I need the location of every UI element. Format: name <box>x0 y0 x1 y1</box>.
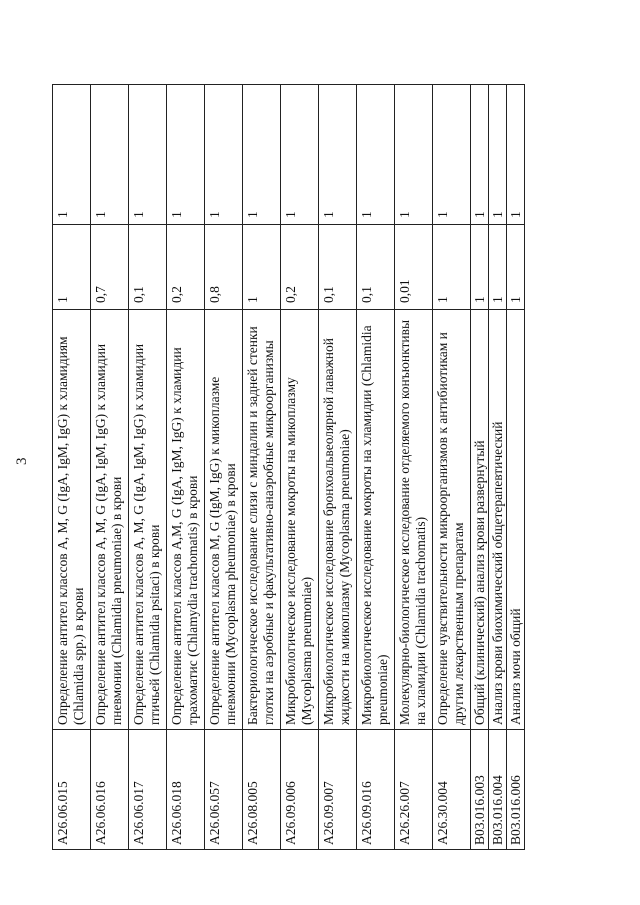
frequency-value: 0,2 <box>281 225 319 310</box>
service-code: A26.06.017 <box>129 730 167 850</box>
service-name: Микробиологическое исследование бронхоальвеолярной лаважной жидкости на микоплазму (Mycoplasma pneumoniae) <box>319 310 357 730</box>
table-row <box>129 85 167 850</box>
multiplicity-value: 1 <box>53 85 91 225</box>
table-row <box>281 85 319 850</box>
table-row <box>167 85 205 850</box>
table-row <box>433 85 471 850</box>
service-code: A26.06.057 <box>205 730 243 850</box>
service-name: Молекулярно-биологическое исследование отделяемого конъюнктивы на хламидии (Chlamidia trachomatis) <box>395 310 433 730</box>
frequency-value: 0,2 <box>167 225 205 310</box>
multiplicity-value: 1 <box>243 85 281 225</box>
service-name: Определение антител классов A, M, G (IgA, IgM, IgG) к хламидии птичьей (Chlamidia psitaci) в крови <box>129 310 167 730</box>
table-row <box>205 85 243 850</box>
multiplicity-value: 1 <box>319 85 357 225</box>
service-name: Анализ крови биохимический общетерапевтический <box>489 310 507 730</box>
service-name: Определение антител классов A,M, G (IgA, IgM, IgG) к хламидии трахоматис (Chlamydia trachomatis) в крови <box>167 310 205 730</box>
multiplicity-value: 1 <box>281 85 319 225</box>
table-row <box>507 85 525 850</box>
multiplicity-value: 1 <box>395 85 433 225</box>
frequency-value: 0,01 <box>395 225 433 310</box>
service-code: A26.06.016 <box>91 730 129 850</box>
services-table <box>52 84 525 850</box>
table-row <box>489 85 507 850</box>
service-name: Микробиологическое исследование мокроты на микоплазму (Mycoplasma pneumoniae) <box>281 310 319 730</box>
service-name: Анализ мочи общий <box>507 310 525 730</box>
table-row <box>395 85 433 850</box>
frequency-value: 0,8 <box>205 225 243 310</box>
service-code: A26.06.018 <box>167 730 205 850</box>
table-row <box>319 85 357 850</box>
frequency-value: 0,1 <box>129 225 167 310</box>
frequency-value: 1 <box>243 225 281 310</box>
service-code: B03.016.006 <box>507 730 525 850</box>
table-row <box>471 85 489 850</box>
page-number: 3 <box>14 457 30 465</box>
frequency-value: 1 <box>433 225 471 310</box>
frequency-value: 0,1 <box>319 225 357 310</box>
frequency-value: 1 <box>471 225 489 310</box>
service-name: Определение антител классов A, M, G (IgA, IgM, IgG) к хламидиям (Chlamidia spp.) в крови <box>53 310 91 730</box>
service-name: Определение антител классов A, M, G (IgA, IgM, IgG) к хламидии пневмонии (Chlamidia pneumoniae) в крови <box>91 310 129 730</box>
frequency-value: 0,1 <box>357 225 395 310</box>
service-code: B03.016.003 <box>471 730 489 850</box>
multiplicity-value: 1 <box>129 85 167 225</box>
service-code: A26.30.004 <box>433 730 471 850</box>
multiplicity-value: 1 <box>507 85 525 225</box>
service-code: A26.26.007 <box>395 730 433 850</box>
multiplicity-value: 1 <box>471 85 489 225</box>
multiplicity-value: 1 <box>433 85 471 225</box>
table-row <box>53 85 91 850</box>
service-code: A26.09.016 <box>357 730 395 850</box>
service-name: Определение чувствительности микроорганизмов к антибиотикам и другим лекарственным препаратам <box>433 310 471 730</box>
multiplicity-value: 1 <box>489 85 507 225</box>
table-row <box>91 85 129 850</box>
table-row <box>243 85 281 850</box>
service-name: Микробиологическое исследование мокроты на хламидии (Chlamidia pneumoniae) <box>357 310 395 730</box>
service-code: A26.06.015 <box>53 730 91 850</box>
service-name: Общий (клинический) анализ крови развернутый <box>471 310 489 730</box>
table-row <box>357 85 395 850</box>
service-name: Бактериологическое исследование слизи с миндалин и задней стенки глотки на аэробные и факультативно-анаэробные микроорганизмы <box>243 310 281 730</box>
multiplicity-value: 1 <box>91 85 129 225</box>
service-code: A26.09.007 <box>319 730 357 850</box>
service-code: B03.016.004 <box>489 730 507 850</box>
service-code: A26.09.006 <box>281 730 319 850</box>
multiplicity-value: 1 <box>357 85 395 225</box>
frequency-value: 0,7 <box>91 225 129 310</box>
service-name: Определение антител классов M, G (IgM, IgG) к микоплазме пневмонии (Mycoplasma pheumoniae) в крови <box>205 310 243 730</box>
service-code: A26.08.005 <box>243 730 281 850</box>
multiplicity-value: 1 <box>167 85 205 225</box>
frequency-value: 1 <box>53 225 91 310</box>
frequency-value: 1 <box>489 225 507 310</box>
frequency-value: 1 <box>507 225 525 310</box>
multiplicity-value: 1 <box>205 85 243 225</box>
